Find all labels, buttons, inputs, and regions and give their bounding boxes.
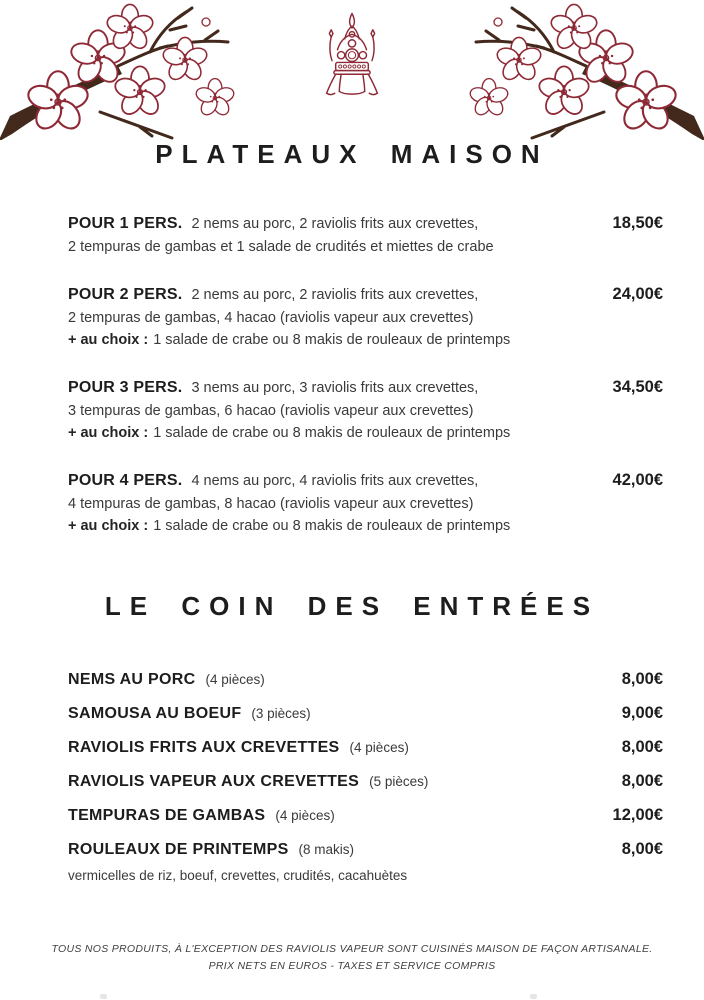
entree-name: TEMPURAS DE GAMBAS <box>68 807 266 824</box>
plateau-choice-text: 1 salade de crabe ou 8 makis de rouleaux de printemps <box>153 332 511 348</box>
plateau-price: 42,00€ <box>612 471 663 489</box>
footer-line2: PRIX NETS EN EUROS - TAXES ET SERVICE COMPRIS <box>208 960 496 972</box>
plateau-choice-label: + au choix : <box>68 425 149 441</box>
entree-qty: (3 pièces) <box>251 706 311 721</box>
plateau-item-pour-2 <box>68 283 663 351</box>
plateau-item-pour-3 <box>68 376 663 444</box>
plateau-item-pour-4 <box>68 469 663 537</box>
section-title-entrees: LE COIN DES ENTRÉES <box>104 591 600 621</box>
plateau-desc-line2: 2 tempuras de gambas et 1 salade de crudités et miettes de crabe <box>68 239 494 255</box>
footer-note <box>0 941 704 975</box>
plateau-item-pour-1 <box>68 212 663 258</box>
entree-price: 8,00€ <box>621 772 663 790</box>
entree-qty: (4 pièces) <box>349 740 409 755</box>
entree-row-tempuras <box>68 805 663 826</box>
plateau-choice-line <box>68 515 663 537</box>
plateau-choice-line <box>68 329 663 351</box>
plateau-price: 24,00€ <box>612 285 663 303</box>
bottom-decoration-speck <box>530 994 537 999</box>
entree-qty: (4 pièces) <box>275 808 335 823</box>
plateau-desc-line1: 2 nems au porc, 2 raviolis frits aux crevettes, <box>191 216 479 232</box>
entree-name: ROULEAUX DE PRINTEMPS <box>68 841 289 858</box>
plateau-choice-text: 1 salade de crabe ou 8 makis de rouleaux de printemps <box>153 425 511 441</box>
plateau-name: POUR 3 PERS. <box>68 379 183 396</box>
entree-price: 8,00€ <box>621 840 663 858</box>
footer-line1: TOUS NOS PRODUITS, À L'EXCEPTION DES RAVIOLIS VAPEUR SONT CUISINÉS MAISON DE FAÇON ARTISANALE. <box>51 943 653 955</box>
plateau-desc-line2: 3 tempuras de gambas, 6 hacao (raviolis vapeur aux crevettes) <box>68 403 474 419</box>
bottom-decoration-speck <box>100 994 107 999</box>
plateau-name: POUR 2 PERS. <box>68 286 183 303</box>
entree-row-raviolis-vapeur <box>68 771 663 792</box>
plateau-choice-label: + au choix : <box>68 518 149 534</box>
entree-name: RAVIOLIS VAPEUR AUX CREVETTES <box>68 773 360 790</box>
plateau-desc-line1: 4 nems au porc, 4 raviolis frits aux crevettes, <box>191 473 479 489</box>
plateau-desc-line1: 2 nems au porc, 2 raviolis frits aux crevettes, <box>191 287 479 303</box>
plateau-choice-label: + au choix : <box>68 332 149 348</box>
entree-row-samousa <box>68 703 663 724</box>
entree-row-rouleaux <box>68 839 663 860</box>
plateau-name: POUR 1 PERS. <box>68 215 183 232</box>
entree-subtitle: vermicelles de riz, boeuf, crevettes, crudités, cacahuètes <box>68 868 408 883</box>
entree-name: RAVIOLIS FRITS AUX CREVETTES <box>68 739 340 756</box>
entree-qty: (5 pièces) <box>369 774 429 789</box>
plateau-choice-line <box>68 422 663 444</box>
plateau-price: 34,50€ <box>612 378 663 396</box>
plateau-price: 18,50€ <box>612 214 663 232</box>
entree-name: SAMOUSA AU BOEUF <box>68 705 242 722</box>
plateaux-section <box>0 212 704 537</box>
plateau-desc-line2: 4 tempuras de gambas, 8 hacao (raviolis vapeur aux crevettes) <box>68 496 474 512</box>
entree-price: 9,00€ <box>621 704 663 722</box>
entree-price: 12,00€ <box>612 806 663 824</box>
entree-row-nems <box>68 669 663 690</box>
plateau-desc-line2: 2 tempuras de gambas, 4 hacao (raviolis vapeur aux crevettes) <box>68 310 474 326</box>
plateau-desc-line1: 3 nems au porc, 3 raviolis frits aux crevettes, <box>191 380 479 396</box>
entree-qty: (8 makis) <box>298 842 355 857</box>
entree-qty: (4 pièces) <box>205 672 265 687</box>
plateau-choice-text: 1 salade de crabe ou 8 makis de rouleaux de printemps <box>153 518 511 534</box>
entree-price: 8,00€ <box>621 738 663 756</box>
entree-row-raviolis-frits <box>68 737 663 758</box>
plateau-name: POUR 4 PERS. <box>68 472 183 489</box>
entree-name: NEMS AU PORC <box>68 671 196 688</box>
entree-price: 8,00€ <box>621 670 663 688</box>
entrees-section <box>0 669 704 885</box>
page-title: PLATEAUX MAISON <box>155 139 549 169</box>
